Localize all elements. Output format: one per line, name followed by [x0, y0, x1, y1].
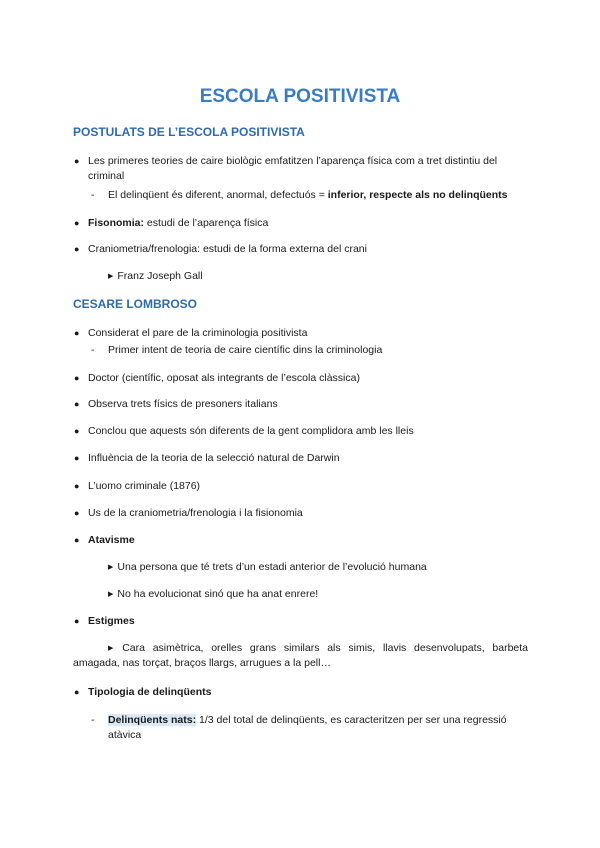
bullet-icon: ●: [74, 535, 80, 545]
list-item: Conclou que aquests són diferents de la gent complidora amb les lleis: [88, 425, 414, 437]
section-heading-postulats: POSTULATS DE L’ESCOLA POSITIVISTA: [73, 125, 305, 139]
list-item-text-continued: criminal: [88, 170, 125, 182]
bullet-icon: ●: [74, 481, 80, 491]
bullet-icon: ●: [74, 244, 80, 254]
bullet-icon: ●: [74, 399, 80, 409]
bullet-icon: ●: [74, 616, 80, 626]
sub-item-nats: Delinqüents nats: 1/3 del total de delinqüents, es caracteritzen per ser una regressió: [108, 714, 507, 726]
sub-item-text: El delinqüent és diferent, anormal, defectuós = inferior, respecte als no delinqüents: [108, 189, 508, 201]
estigmes-text: ▶ Cara asimètrica, orelles grans similars als simis, llavis desenvolupats, barbeta: [108, 642, 529, 654]
bullet-icon: ●: [74, 373, 80, 383]
list-item: Observa trets físics de presoners italians: [88, 398, 278, 410]
list-item: Considerat el pare de la criminologia positivista: [88, 327, 308, 339]
bullet-icon: ●: [74, 687, 80, 697]
bullet-icon: ●: [74, 426, 80, 436]
page-title: ESCOLA POSITIVISTA: [199, 86, 401, 107]
estigmes-text-continued: amagada, nas torçat, braços llargs, arrugues a la pell…: [73, 657, 331, 669]
list-item-craniometria: Craniometria/frenologia: estudi de la forma externa del crani: [88, 243, 367, 255]
bullet-icon: ●: [74, 508, 80, 518]
sub-item-text: Primer intent de teoria de caire científic dins la criminologia: [108, 344, 383, 356]
list-item-fisonomia: Fisonomia: estudi de l’aparença física: [88, 217, 269, 229]
bullet-icon: ●: [74, 156, 80, 166]
sub-item-atavisme: ▶ No ha evolucionat sinó que ha anat enrere!: [108, 588, 319, 600]
dash-icon: -: [91, 189, 95, 201]
triangle-bullet-icon: ▶: [108, 273, 114, 280]
sub-item-nats-continued: atàvica: [108, 729, 142, 741]
triangle-bullet-icon: ▶: [108, 564, 114, 571]
list-item: L’uomo criminale (1876): [88, 480, 201, 492]
list-item: Us de la craniometria/frenologia i la fisionomia: [88, 507, 303, 519]
dash-icon: -: [91, 344, 95, 356]
list-item-text: Les primeres teories de caire biològic emfatitzen l’aparença física com a tret distintiu del: [88, 155, 498, 167]
sub-item-atavisme: ▶ Una persona que té trets d’un estadi anterior de l’evolució humana: [108, 561, 427, 573]
list-item: Doctor (científic, oposat als integrants de l’escola clàssica): [88, 372, 360, 384]
list-item: Influència de la teoria de la selecció natural de Darwin: [88, 452, 340, 464]
dash-icon: -: [91, 714, 95, 726]
list-item-estigmes: Estigmes: [88, 615, 135, 627]
section-heading-lombroso: CESARE LOMBROSO: [73, 297, 198, 311]
bullet-icon: ●: [74, 218, 80, 228]
sub-item-gall: ▶ Franz Joseph Gall: [108, 270, 203, 282]
bullet-icon: ●: [74, 328, 80, 338]
list-item-tipologia: Tipologia de delinqüents: [88, 686, 212, 698]
list-item-atavisme: Atavisme: [88, 534, 135, 546]
bullet-icon: ●: [74, 453, 80, 463]
triangle-bullet-icon: ▶: [108, 591, 114, 598]
triangle-bullet-icon: ▶: [108, 645, 119, 652]
